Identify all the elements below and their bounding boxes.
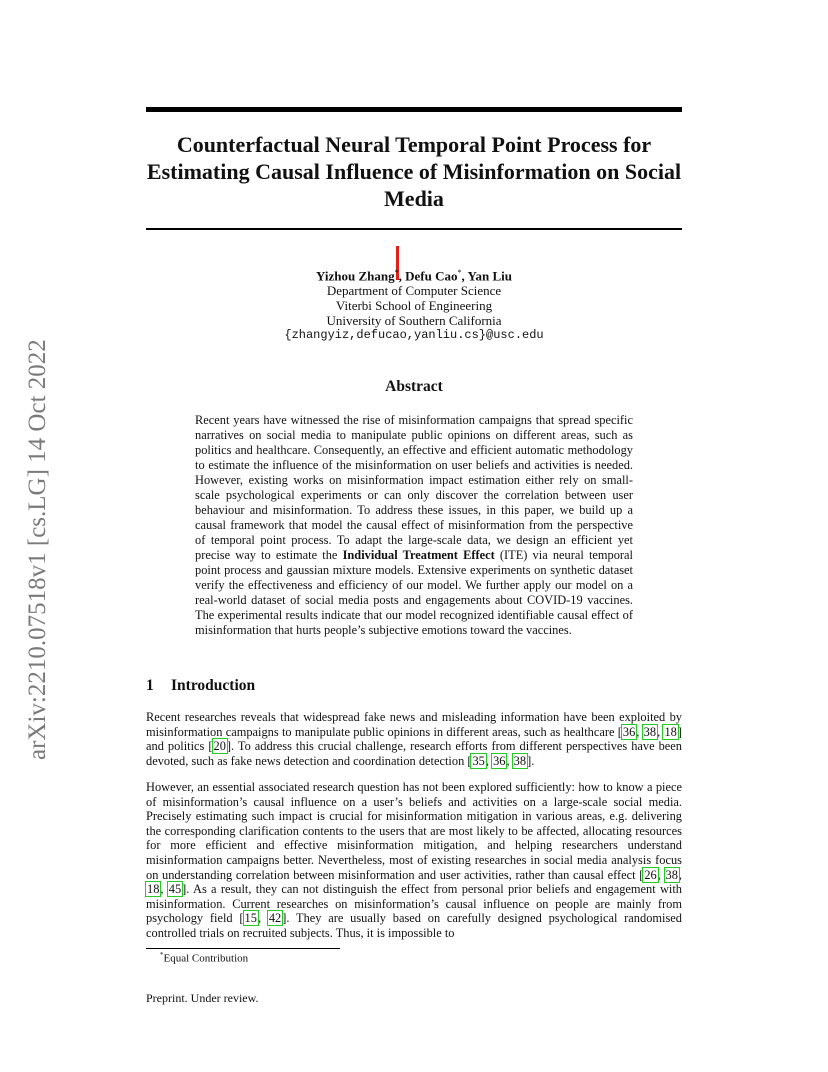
intro-paragraph-1: Recent researches reveals that widespread fake news and misleading information have been exploited by misinformation campaigns to manipulate public opinions in different areas, such as healthcare [36, 38, 18] and politics [20]. To address this crucial challenge, research efforts from different perspectives have been devoted, such as fake news detection and coordination detection [35, 36, 38]. xyxy=(146,710,682,768)
abstract-text-part: (ITE) via neural temporal point process and gaussian mixture models. Extensive experiments on synthetic dataset verify the effectiveness and efficiency of our model. We further apply our model on a real-world dataset of social media posts and engagements about COVID-19 vaccines. The experimental results indicate that our model recognized identifiable causal effect of misinformation that hurts people’s subjective emotions toward the vaccines. xyxy=(195,548,634,637)
citation-link[interactable]: 36 xyxy=(622,724,636,739)
section-title: Introduction xyxy=(171,677,256,694)
citation-link[interactable]: 36 xyxy=(493,753,506,768)
footnote-text: Equal Contribution xyxy=(163,952,249,965)
author-name: Defu Cao xyxy=(405,268,458,284)
abstract-text-part: Recent years have witnessed the rise of misinformation campaigns that spread specific narratives on social media to manipulate public opinions on different areas, such as politics and healthcare. Consequently, an effective and efficient automatic methodology to estimate the influence of the misinformation on user beliefs and activities is needed. However, existing works on misinformation impact estimation either rely on small-scale psychological experiments or can only discover the correlation between user behaviour and misinformation. To address these issues, in this paper, we build up a causal framework that model the causal effect of misinformation from the perspective of temporal point process. To adapt the large-scale data, we design an efficient yet precise way to estimate the xyxy=(195,413,633,562)
footnote xyxy=(160,951,248,965)
footnote-mark: * xyxy=(160,951,164,959)
abstract-text xyxy=(195,413,633,638)
author-school: Viterbi School of Engineering xyxy=(335,298,493,314)
abstract-heading: Abstract xyxy=(385,378,443,395)
intro-paragraph-2: However, an essential associated research question has not been explored sufficiently: how to know a piece of misinformation’s causal influence on a user’s beliefs and activities on a large-scale social media. Precisely estimating such impact is crucial for misinformation mitigation in various areas, e.g. delivering the corresponding clarification contents to the users that are most likely to be affected, allocating resources for more efficient and effective misinformation mitigation, and helping researchers understand misinformation campaigns better. Nevertheless, most of existing researches in social media analysis focus on understanding correlation between misinformation and user activities, rather than causal effect [26, 38, 18, 45]. As a result, they can not distinguish the effect from personal prior beliefs and engagement with misinformation. Current researches on misinformation’s causal influence on people are mainly from psychology field [15, 42]. They are usually based on carefully designed psychological randomised controlled trials on recruited subjects. Thus, it is impossible to xyxy=(146,780,682,940)
author-separator: , xyxy=(398,268,406,284)
paragraph-text: However, an essential associated research question has not been explored sufficiently: how to know a piece of misinformation’s causal influence on a user’s beliefs and activities on a large-scale social media. Precisely estimating such impact is crucial for misinformation mitigation in various areas, e.g. delivering the corresponding clarification contents to the users that are most likely to be affected, allocating resources for more efficient and effective misinformation mitigation, and helping researchers understand misinformation campaigns better. Nevertheless, most of existing researches in social media analysis focus on understanding correlation between misinformation and user activities, rather than causal effect [ xyxy=(146,780,682,882)
section-number: 1 xyxy=(146,677,154,694)
author-names xyxy=(146,265,682,283)
paragraph-text: ]. As a result, they can not distinguish the effect from personal prior beliefs and engagement with misinformation. Current researches on misinformation’s causal influence on people are mainly from psychology field [ xyxy=(146,882,682,926)
citation-link[interactable]: 42 xyxy=(268,911,282,926)
arxiv-sidebar-stamp: arXiv:2210.07518v1 [cs.LG] 14 Oct 2022 xyxy=(24,339,51,760)
paragraph-text: Recent researches reveals that widespread fake news and misleading information have been exploited by misinformation campaigns to manipulate public opinions in different areas, such as healthcare [ xyxy=(146,710,682,739)
citation-link[interactable]: 18 xyxy=(664,724,677,739)
footnote-rule xyxy=(146,948,340,949)
author-email[interactable]: {zhangyiz,defucao,yanliu.cs}@usc.edu xyxy=(284,328,544,343)
author-name: Yizhou Zhang xyxy=(316,268,395,284)
title-bottom-rule xyxy=(146,228,682,230)
citation-link[interactable]: 35 xyxy=(472,753,485,768)
paragraph-text: ]. xyxy=(527,753,535,768)
preprint-notice: Preprint. Under review. xyxy=(146,991,259,1005)
citation-link[interactable]: 38 xyxy=(513,753,527,768)
citation-link[interactable]: 18 xyxy=(147,882,160,897)
author-name: Yan Liu xyxy=(467,268,512,284)
paragraph-text: ]. They are usually based on carefully designed psychological randomised controlled trials on recruited subjects. Thus, it is impossible to xyxy=(146,911,682,940)
citation-link[interactable]: 38 xyxy=(665,867,678,882)
citation-link[interactable]: 38 xyxy=(643,724,657,739)
author-separator: , xyxy=(461,268,468,284)
paragraph-text: ] and politics [ xyxy=(146,724,682,754)
section-heading-introduction xyxy=(146,677,682,695)
title-top-rule xyxy=(146,107,682,112)
paper-title: Counterfactual Neural Temporal Point Process for Estimating Causal Influence of Misinformation on Social Media xyxy=(146,132,682,211)
citation-link[interactable]: 45 xyxy=(168,882,182,897)
equal-contribution-mark: * xyxy=(457,268,462,277)
paragraph-text: ]. To address this crucial challenge, research efforts from different perspectives have been devoted, such as fake news detection and coordination detection [ xyxy=(146,739,682,768)
citation-link[interactable]: 15 xyxy=(244,911,257,926)
citation-link[interactable]: 20 xyxy=(213,739,226,754)
author-university: University of Southern California xyxy=(326,313,502,329)
citation-link[interactable]: 26 xyxy=(644,867,657,882)
abstract-bold-term: Individual Treatment Effect xyxy=(342,548,495,562)
author-block xyxy=(146,265,682,343)
equal-contribution-mark: * xyxy=(394,268,399,277)
author-department: Department of Computer Science xyxy=(326,283,502,299)
